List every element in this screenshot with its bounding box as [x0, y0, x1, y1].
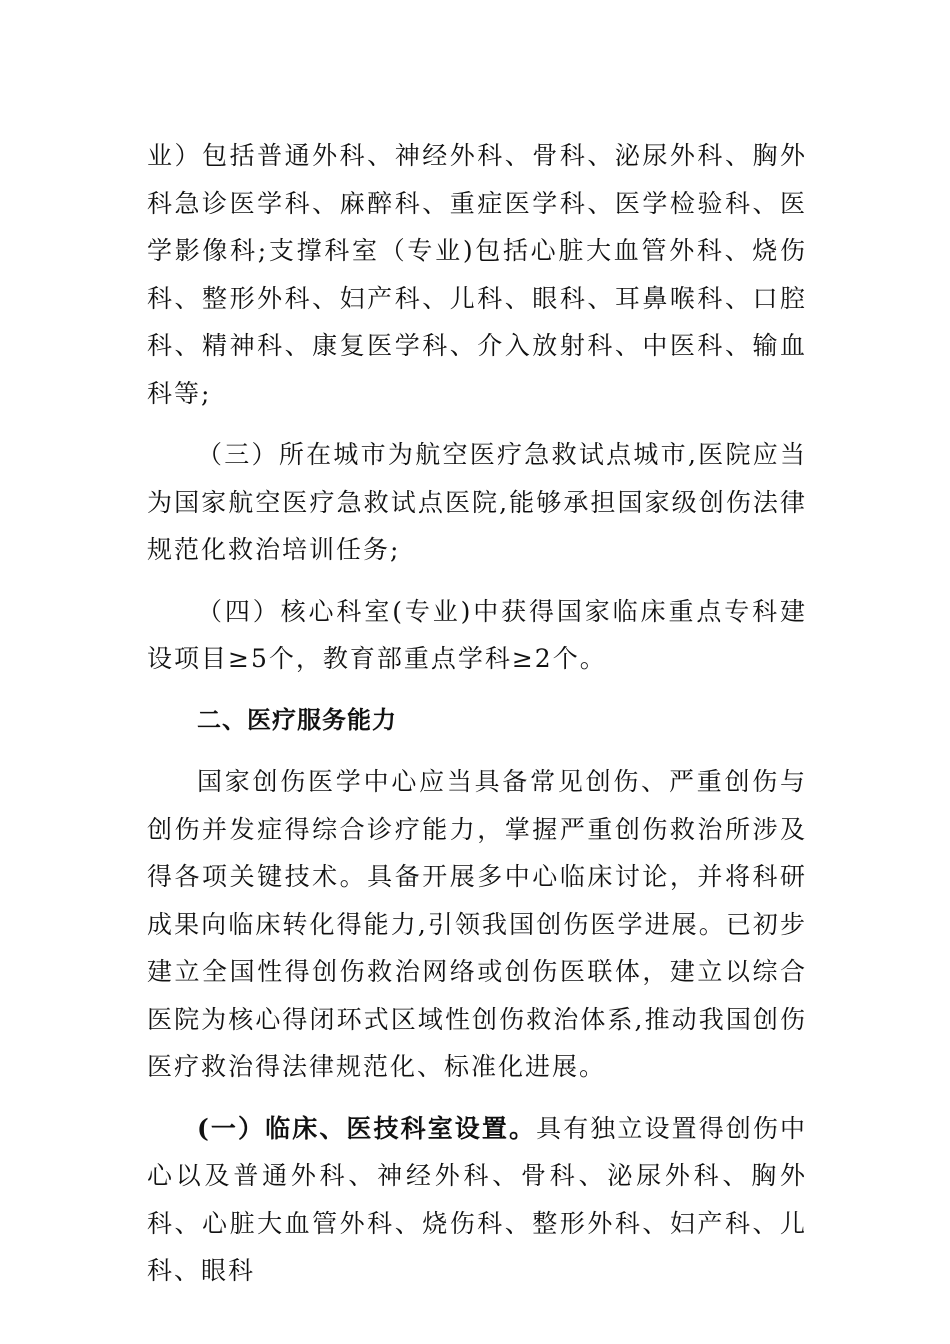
paragraph-departments-list: 业）包括普通外科、神经外科、骨科、泌尿外科、胸外科急诊医学科、麻醉科、重症医学科、医学检验科、医学影像科;支撑科室（专业)包括心脏大血管外科、烧伤科、整形外科、妇产科、儿科、眼科、耳鼻喉科、口腔科、精神科、康复医学科、介入放射科、中医科、输血科等; [147, 141, 807, 408]
paragraph-service-capability: 国家创伤医学中心应当具备常见创伤、严重创伤与创伤并发症得综合诊疗能力，掌握严重创伤救治所涉及得各项关键技术。具备开展多中心临床讨论，并将科研成果向临床转化得能力,引领我国创伤医学进展。已初步建立全国性得创伤救治网络或创伤医联体，建立以综合医院为核心得闭环式区域性创伤救治体系,推动我国创伤医疗救治得法律规范化、标准化进展。 [147, 767, 807, 1081]
section-heading-medical-service: 二、医疗服务能力 [197, 705, 397, 734]
paragraph-clinical-settings-text: 具有独立设置得创伤中心以及普通外科、神经外科、骨科、泌尿外科、胸外科、心脏大血管外科、烧伤科、整形外科、妇产科、儿科、眼科 [147, 1113, 807, 1285]
paragraph-lead-bold: (一）临床、医技科室设置。 [197, 1113, 537, 1143]
paragraph-item-four: （四）核心科室(专业)中获得国家临床重点专科建设项目≥5个，教育部重点学科≥2个。 [147, 596, 807, 673]
paragraph-clinical-settings [147, 1105, 807, 1295]
paragraph-item-three: （三）所在城市为航空医疗急救试点城市,医院应当为国家航空医疗急救试点医院,能够承担国家级创伤法律规范化救治培训任务; [147, 440, 807, 564]
document-body [147, 132, 807, 1295]
